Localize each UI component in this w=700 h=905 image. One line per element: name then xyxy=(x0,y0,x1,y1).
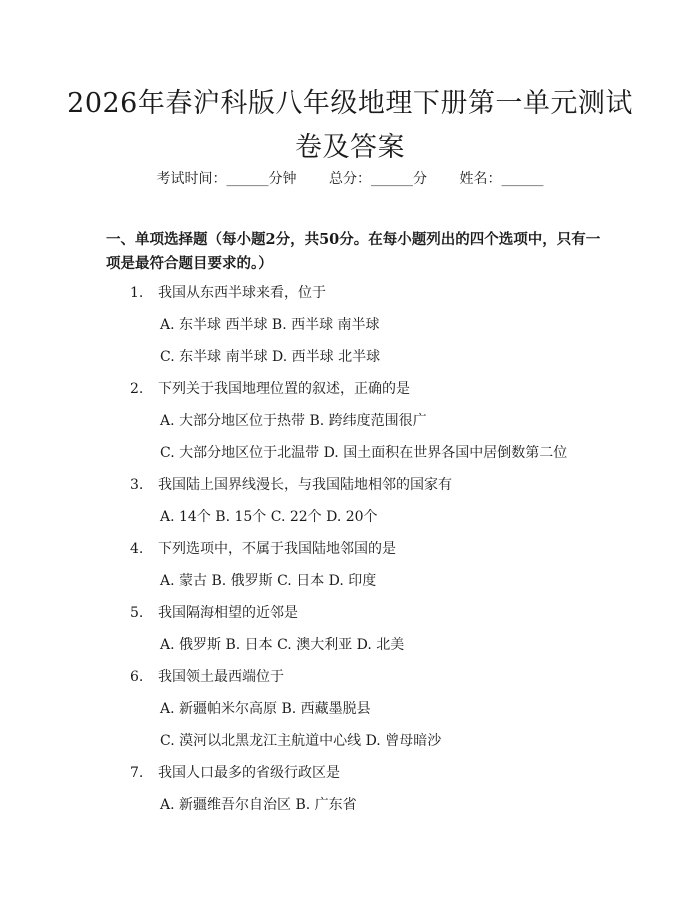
question-number: 1. xyxy=(130,285,144,301)
exam-info xyxy=(0,168,700,188)
question-text: 我国从东西半球来看，位于 xyxy=(158,285,326,301)
question-text: 我国陆上国界线漫长，与我国陆地相邻的国家有 xyxy=(158,477,452,493)
section-heading: 一、单项选择题（每小题2分，共50分。在每小题列出的四个选项中，只有一项是最符合题目要求的。） xyxy=(106,231,601,272)
question-7 xyxy=(130,762,340,782)
question-6-options-row-1: A. 新疆帕米尔高原 B. 西藏墨脱县 xyxy=(160,701,371,717)
question-2-options-row-2: C. 大部分地区位于北温带 D. 国土面积在世界各国中居倒数第二位 xyxy=(160,445,568,461)
question-number: 6. xyxy=(130,669,144,685)
question-text: 我国人口最多的省级行政区是 xyxy=(158,765,340,781)
question-4 xyxy=(130,538,396,558)
question-6 xyxy=(130,666,284,686)
question-5 xyxy=(130,602,298,622)
question-3-options-row-1: A. 14个 B. 15个 C. 22个 D. 20个 xyxy=(160,509,378,525)
question-1-options-row-1: A. 东半球 西半球 B. 西半球 南半球 xyxy=(160,317,380,333)
question-text: 下列选项中，不属于我国陆地邻国的是 xyxy=(158,541,396,557)
question-7-options-row-1: A. 新疆维吾尔自治区 B. 广东省 xyxy=(160,797,357,813)
question-text: 我国隔海相望的近邻是 xyxy=(158,605,298,621)
question-6-options-row-2: C. 漠河以北黑龙江主航道中心线 D. 曾母暗沙 xyxy=(160,733,442,749)
exam-time: 考试时间：______分钟 xyxy=(156,171,297,187)
question-number: 2. xyxy=(130,381,144,397)
student-name: 姓名：______ xyxy=(459,171,544,187)
question-2-options-row-1: A. 大部分地区位于热带 B. 跨纬度范围很广 xyxy=(160,413,427,429)
question-number: 3. xyxy=(130,477,144,493)
question-text: 下列关于我国地理位置的叙述，正确的是 xyxy=(158,381,410,397)
question-5-options-row-1: A. 俄罗斯 B. 日本 C. 澳大利亚 D. 北美 xyxy=(160,637,405,653)
question-text: 我国领土最西端位于 xyxy=(158,669,284,685)
question-3 xyxy=(130,474,452,494)
question-4-options-row-1: A. 蒙古 B. 俄罗斯 C. 日本 D. 印度 xyxy=(160,573,377,589)
exam-score: 总分：______分 xyxy=(329,171,427,187)
question-number: 7. xyxy=(130,765,144,781)
question-number: 5. xyxy=(130,605,144,621)
question-number: 4. xyxy=(130,541,144,557)
page-title: 2026年春沪科版八年级地理下册第一单元测试卷及答案 xyxy=(67,88,633,163)
question-1 xyxy=(130,282,326,302)
question-2 xyxy=(130,378,410,398)
question-1-options-row-2: C. 东半球 南半球 D. 西半球 北半球 xyxy=(160,349,381,365)
